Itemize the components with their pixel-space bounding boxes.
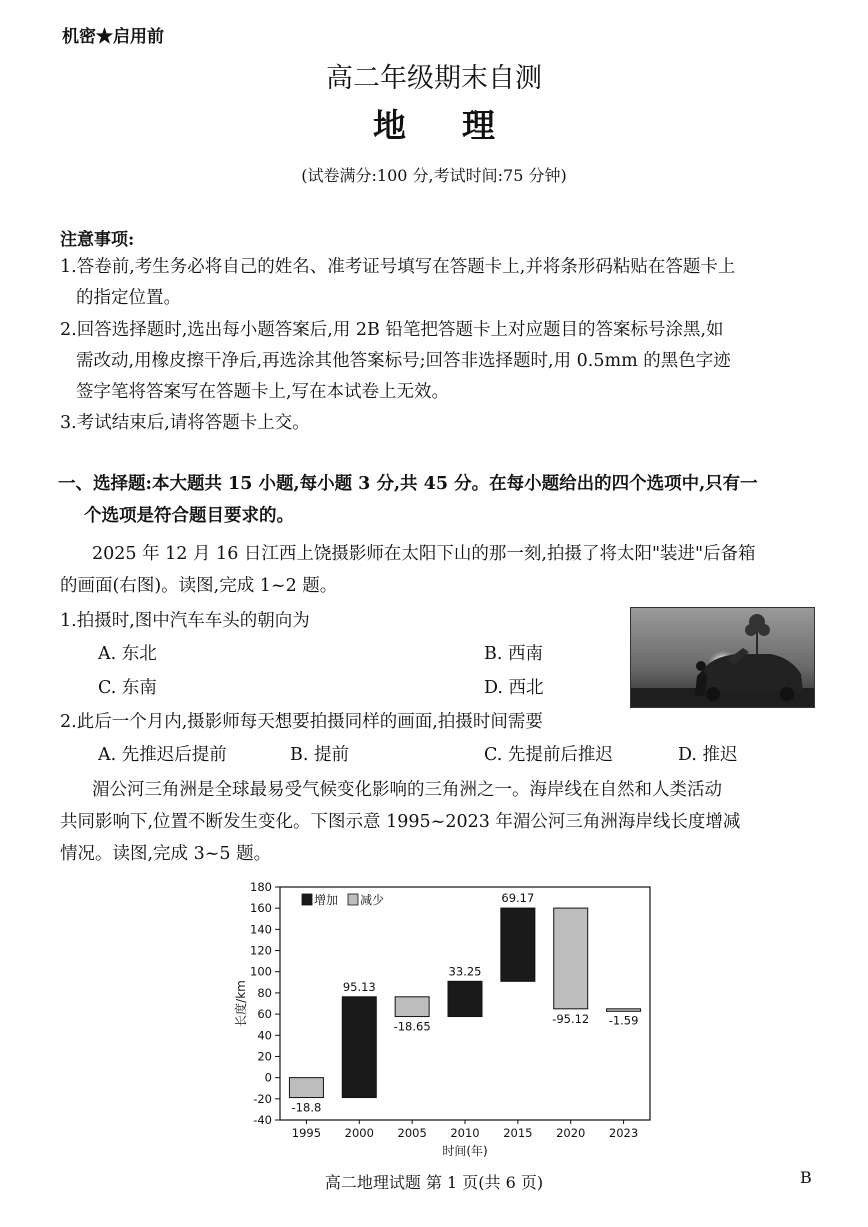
- context2-line-3: 情况。读图,完成 3~5 题。: [60, 844, 272, 864]
- waterfall-bar: [501, 908, 535, 981]
- coastline-change-chart: [225, 872, 665, 1162]
- confidential-mark: 机密★启用前: [62, 27, 164, 47]
- q2-stem: 2.此后一个月内,摄影师每天想要拍摄同样的画面,拍摄时间需要: [60, 712, 543, 732]
- bar-value-label: 33.25: [448, 964, 482, 979]
- x-tick-label: 2023: [608, 1126, 639, 1140]
- waterfall-bar: [607, 1009, 641, 1012]
- legend-label: 增加: [314, 893, 339, 907]
- y-tick-label: 0: [264, 1070, 272, 1085]
- q1-option-c: C. 东南: [98, 678, 157, 698]
- waterfall-bar: [342, 997, 376, 1098]
- y-tick-label: 160: [250, 901, 272, 916]
- bar-value-label: -1.59: [608, 1013, 639, 1028]
- q1-option-a: A. 东北: [98, 644, 157, 664]
- bar-value-label: -18.8: [291, 1100, 322, 1115]
- q2-option-b: B. 提前: [290, 745, 349, 765]
- q1-option-d: D. 西北: [484, 678, 544, 698]
- bar-value-label: -18.65: [393, 1019, 431, 1034]
- y-tick-label: 120: [250, 943, 272, 958]
- y-tick-label: 100: [250, 964, 272, 979]
- y-tick-label: 80: [257, 985, 272, 1000]
- sunset-car-photo: [630, 607, 815, 708]
- y-tick-label: -40: [253, 1113, 272, 1127]
- q2-option-a: A. 先推迟后提前: [98, 745, 227, 765]
- notice-heading: 注意事项:: [60, 230, 135, 250]
- notice-item-2-line-3: 签字笔将答案写在答题卡上,写在本试卷上无效。: [76, 382, 450, 402]
- context1-line-1: 2025 年 12 月 16 日江西上饶摄影师在太阳下山的那一刻,拍摄了将太阳"装进"后备箱: [92, 544, 756, 564]
- section1-instruction-line-2: 个选项是符合题目要求的。: [84, 506, 294, 526]
- context2-line-1: 湄公河三角洲是全球最易受气候变化影响的三角洲之一。海岸线在自然和人类活动: [92, 780, 722, 800]
- bar-value-label: -95.12: [552, 1011, 590, 1026]
- x-tick-label: 2010: [450, 1126, 480, 1140]
- subject-title: 地理: [373, 106, 551, 145]
- x-axis-label: 时间(年): [442, 1144, 488, 1158]
- notice-item-2-line-1: 2.回答选择题时,选出每小题答案后,用 2B 铅笔把答题卡上对应题目的答案标号涂黑,如: [60, 320, 724, 340]
- notice-item-3-line-1: 3.考试结束后,请将答题卡上交。: [60, 413, 310, 433]
- q2-option-d: D. 推迟: [678, 745, 738, 765]
- y-tick-label: 180: [250, 880, 272, 894]
- paper-version: B: [800, 1168, 812, 1187]
- waterfall-bar: [448, 981, 482, 1016]
- legend-label: 减少: [360, 893, 385, 907]
- y-tick-label: -20: [253, 1091, 272, 1106]
- x-tick-label: 1995: [291, 1126, 322, 1140]
- bar-value-label: 69.17: [501, 891, 535, 906]
- waterfall-bar: [554, 908, 588, 1009]
- q1-option-b: B. 西南: [484, 644, 543, 664]
- x-tick-label: 2000: [344, 1126, 374, 1140]
- notice-item-1-line-2: 的指定位置。: [76, 288, 181, 308]
- x-tick-label: 2005: [397, 1126, 427, 1140]
- legend-swatch: [348, 894, 358, 905]
- context1-line-2: 的画面(右图)。读图,完成 1~2 题。: [60, 576, 338, 596]
- section1-instruction-line-1: 一、选择题:本大题共 15 小题,每小题 3 分,共 45 分。在每小题给出的四个选项中,只有一: [58, 474, 758, 494]
- waterfall-bar: [289, 1078, 323, 1098]
- waterfall-bar: [395, 997, 429, 1017]
- bar-value-label: 95.13: [342, 979, 376, 994]
- exam-title: 高二年级期末自测: [326, 63, 542, 94]
- q2-option-c: C. 先提前后推迟: [484, 745, 613, 765]
- y-tick-label: 140: [250, 922, 272, 937]
- y-tick-label: 60: [257, 1007, 272, 1022]
- exam-info: (试卷满分:100 分,考试时间:75 分钟): [301, 166, 567, 185]
- x-tick-label: 2020: [556, 1126, 586, 1140]
- legend-swatch: [302, 894, 312, 905]
- notice-item-1-line-1: 1.答卷前,考生务必将自己的姓名、准考证号填写在答题卡上,并将条形码粘贴在答题卡上: [60, 257, 736, 277]
- y-tick-label: 40: [257, 1028, 272, 1043]
- x-tick-label: 2015: [503, 1126, 533, 1140]
- q1-stem: 1.拍摄时,图中汽车车头的朝向为: [60, 611, 310, 631]
- y-tick-label: 20: [257, 1049, 272, 1064]
- page-footer: 高二地理试题 第 1 页(共 6 页): [324, 1173, 544, 1192]
- y-axis-label: 长度/km: [234, 980, 248, 1027]
- notice-item-2-line-2: 需改动,用橡皮擦干净后,再选涂其他答案标号;回答非选择题时,用 0.5mm 的黑色字迹: [76, 351, 731, 371]
- context2-line-2: 共同影响下,位置不断发生变化。下图示意 1995~2023 年湄公河三角洲海岸线长度增减: [60, 812, 741, 832]
